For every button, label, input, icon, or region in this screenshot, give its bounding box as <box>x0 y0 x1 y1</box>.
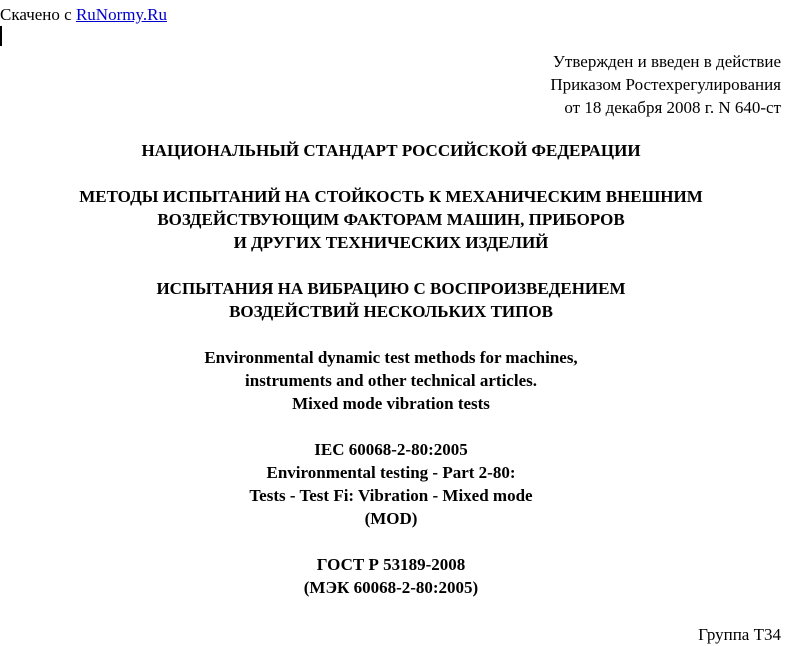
runormy-link[interactable]: RuNormy.Ru <box>75 5 167 24</box>
russian-subtitle-line-2: ВОЗДЕЙСТВИЙ НЕСКОЛЬКИХ ТИПОВ <box>229 302 553 321</box>
russian-title <box>0 185 782 254</box>
gost-line-1: ГОСТ Р 53189-2008 <box>316 555 466 574</box>
group-code: Группа Т34 <box>698 625 781 644</box>
download-source-prefix: Скачено с <box>0 5 76 24</box>
russian-title-line-1: МЕТОДЫ ИСПЫТАНИЙ НА СТОЙКОСТЬ К МЕХАНИЧЕСКИМ ВНЕШНИМ <box>79 187 703 206</box>
english-title-line-3: Mixed mode vibration tests <box>292 394 490 413</box>
russian-title-line-3: И ДРУГИХ ТЕХНИЧЕСКИХ ИЗДЕЛИЙ <box>233 233 549 252</box>
iec-line-1: IEC 60068-2-80:2005 <box>314 440 468 459</box>
iec-line-2: Environmental testing - Part 2-80: <box>266 463 516 482</box>
national-standard-text: НАЦИОНАЛЬНЫЙ СТАНДАРТ РОССИЙСКОЙ ФЕДЕРАЦИИ <box>141 141 641 160</box>
russian-title-line-2: ВОЗДЕЙСТВУЮЩИМ ФАКТОРАМ МАШИН, ПРИБОРОВ <box>157 210 625 229</box>
gost-designation <box>0 553 782 599</box>
iec-line-3: Tests - Test Fi: Vibration - Mixed mode <box>249 486 533 505</box>
english-title-line-1: Environmental dynamic test methods for machines, <box>204 348 578 367</box>
approval-line-3: от 18 декабря 2008 г. N 640-ст <box>564 98 781 117</box>
russian-subtitle <box>0 277 782 323</box>
download-source-line <box>0 3 167 26</box>
national-standard-heading <box>0 139 782 162</box>
approval-block <box>550 50 781 119</box>
english-title <box>0 346 782 415</box>
iec-reference <box>0 438 782 530</box>
iec-line-4: (MOD) <box>364 509 418 528</box>
approval-line-1: Утвержден и введен в действие <box>552 52 781 71</box>
english-title-line-2: instruments and other technical articles. <box>245 371 537 390</box>
gost-line-2: (МЭК 60068-2-80:2005) <box>303 578 479 597</box>
approval-line-2: Приказом Ростехрегулирования <box>550 75 781 94</box>
russian-subtitle-line-1: ИСПЫТАНИЯ НА ВИБРАЦИЮ С ВОСПРОИЗВЕДЕНИЕМ <box>156 279 626 298</box>
text-cursor <box>0 26 2 46</box>
